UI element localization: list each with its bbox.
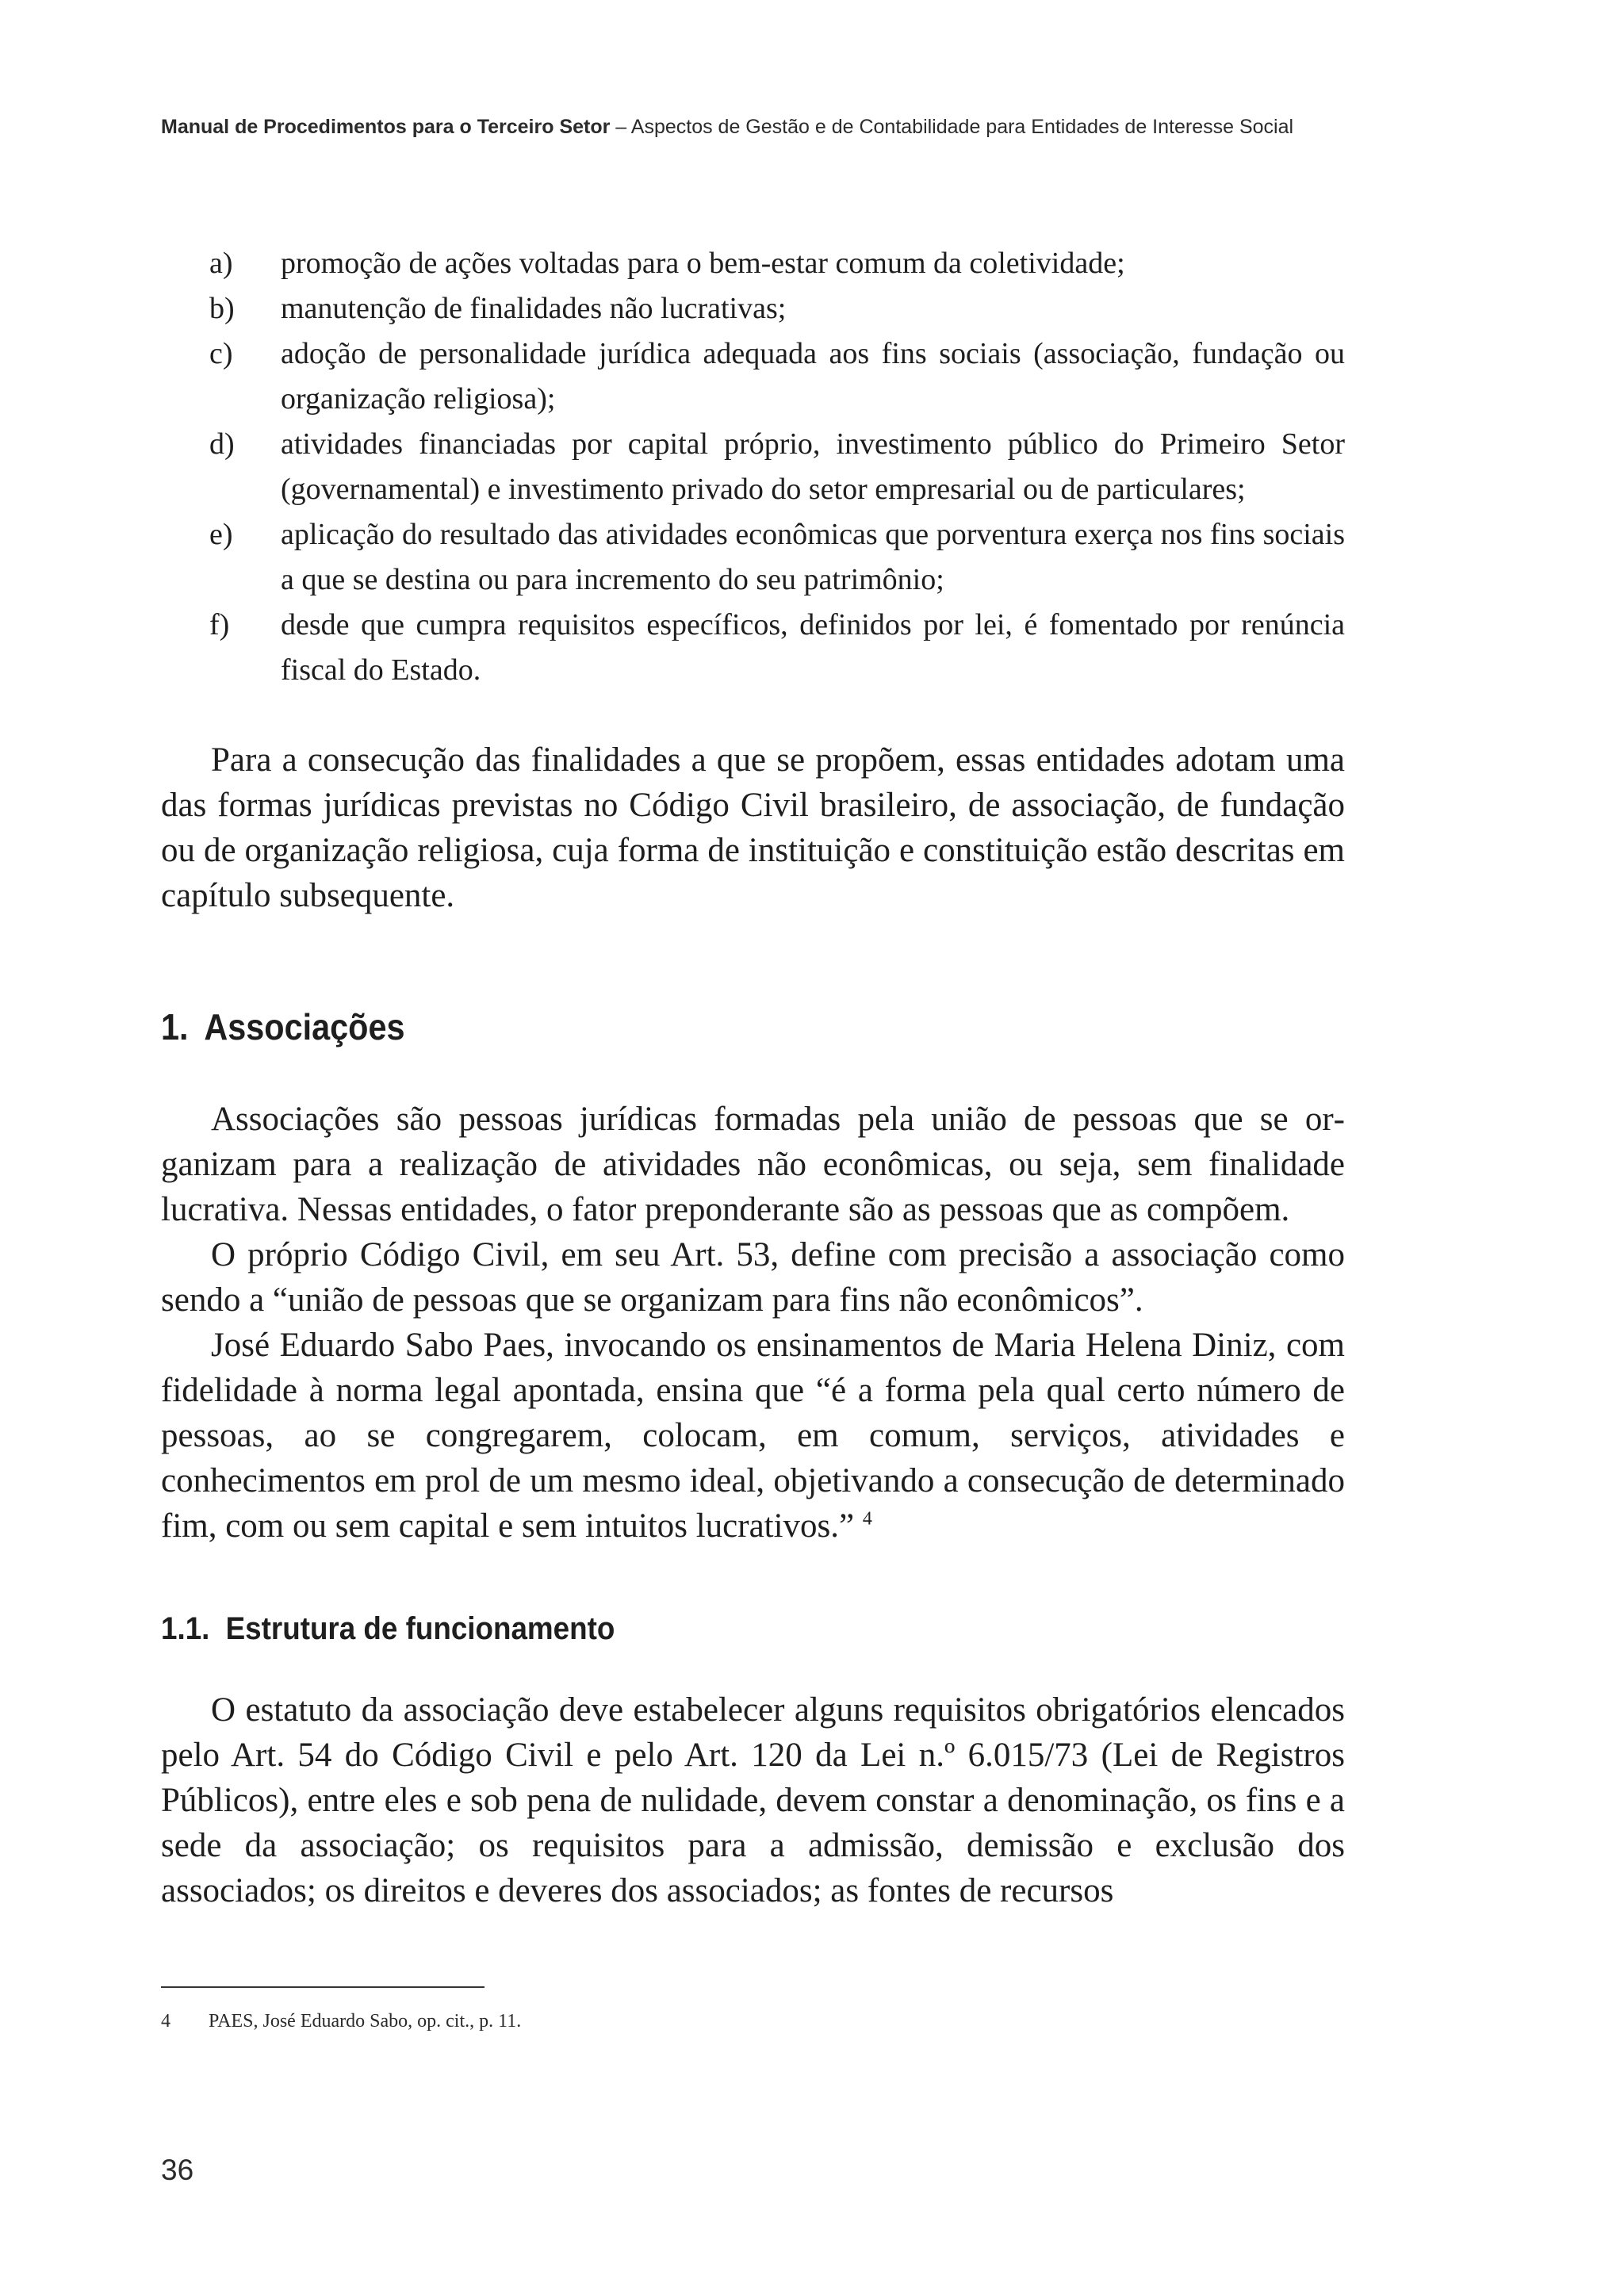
section-title: Associações (204, 1006, 405, 1047)
list-item (209, 603, 1345, 693)
intro-block (161, 737, 1345, 918)
list-marker: d) (209, 427, 235, 461)
list-marker: e) (209, 518, 233, 551)
list-item-text: promoção de ações voltadas para o bem-estar comum da coletividade; (281, 247, 1125, 280)
footnote (161, 2011, 521, 2032)
section1-paragraph-2: O próprio Código Civil, em seu Art. 53, define com precisão a associação como sendo a “união de pessoas que se organizam para fins não econômicos”. (161, 1236, 1345, 1319)
section1-body (161, 1097, 1345, 1549)
list-marker: c) (209, 337, 233, 370)
list-item (209, 331, 1345, 422)
list-item-text: desde que cumpra requisitos específicos, definidos por lei, é fomentado por renúncia fiscal do Estado. (281, 608, 1345, 687)
section1-paragraph-1: Associações são pessoas jurídicas formadas pela união de pessoas que se organizam para a realização de atividades não econômicas, ou seja, sem finalidade lucrativa. Nessas entidades, o fator preponderante são as pessoas que as compõem. (161, 1101, 1345, 1228)
list-item-text: atividades financiadas por capital próprio, investimento público do Primeiro Setor (governamental) e investimento privado do setor empresarial ou de particulares; (281, 427, 1345, 506)
characteristics-list (209, 241, 1345, 693)
page-number: 36 (161, 2154, 194, 2186)
list-marker: b) (209, 292, 235, 325)
list-item (209, 422, 1345, 512)
list-item-text: manutenção de finalidades não lucrativas; (281, 292, 787, 325)
footnote-number: 4 (161, 2011, 170, 2032)
header-title-bold: Manual de Procedimentos para o Terceiro Setor (161, 116, 611, 138)
header-subtitle: – Aspectos de Gestão e de Contabilidade para Entidades de Interesse Social (610, 116, 1294, 138)
list-item (209, 286, 1345, 331)
list-item-text: adoção de personalidade jurídica adequada aos fins sociais (associação, fundação ou organização religiosa); (281, 337, 1345, 416)
section-heading-associacoes (161, 1005, 404, 1048)
section1-paragraph-3 (161, 1323, 1345, 1549)
subsection-title: Estrutura de funcionamento (225, 1611, 615, 1646)
section1-1-paragraph: O estatuto da associação deve estabelecer alguns requisitos obrigatórios elencados pelo Art. 54 do Código Civil e pelo Art. 120 da Lei n.º 6.015/73 (Lei de Registros Públicos), entre eles e sob pena de nulidade, devem constar a denominação, os fins e a sede da associação; os requisitos para a admissão, demissão e exclusão dos associados; os direitos e deveres dos associados; as fontes de recursos (161, 1691, 1345, 1909)
footnote-reference[interactable]: 4 (862, 1508, 872, 1530)
footnote-divider (161, 1986, 485, 1988)
list-marker: a) (209, 247, 233, 280)
subsection-heading-estrutura (161, 1611, 615, 1647)
list-item-text: aplicação do resultado das atividades econômicas que porventura exerça nos fins sociais a que se destina ou para incremento do seu patrimônio; (281, 518, 1345, 596)
list-item (209, 241, 1345, 286)
list-item (209, 512, 1345, 603)
section-number: 1. (161, 1006, 189, 1047)
section1-1-body (161, 1687, 1345, 1913)
running-header (161, 116, 1469, 139)
footnote-text: PAES, José Eduardo Sabo, op. cit., p. 11. (209, 2011, 522, 2032)
list-marker: f) (209, 608, 230, 641)
intro-paragraph: Para a consecução das finalidades a que se propõem, essas entidades adotam uma das formas jurídicas previstas no Código Civil brasileiro, de associação, de fundação ou de organização religiosa, cuja forma de instituição e constituição estão descritas em capítulo subsequente. (161, 741, 1345, 914)
section1-paragraph-3-text: José Eduardo Sabo Paes, invocando os ensinamentos de Maria Helena Diniz, com fidelidade à norma legal apontada, ensina que “é a forma pela qual certo número de pessoas, ao se congregarem, colocam, em comum, serviços, atividades e conhecimentos em prol de um mesmo ideal, objetivando a consecução de determinado fim, com ou sem capital e sem intuitos lucrativos.” (161, 1327, 1345, 1545)
subsection-number: 1.1. (161, 1611, 210, 1646)
